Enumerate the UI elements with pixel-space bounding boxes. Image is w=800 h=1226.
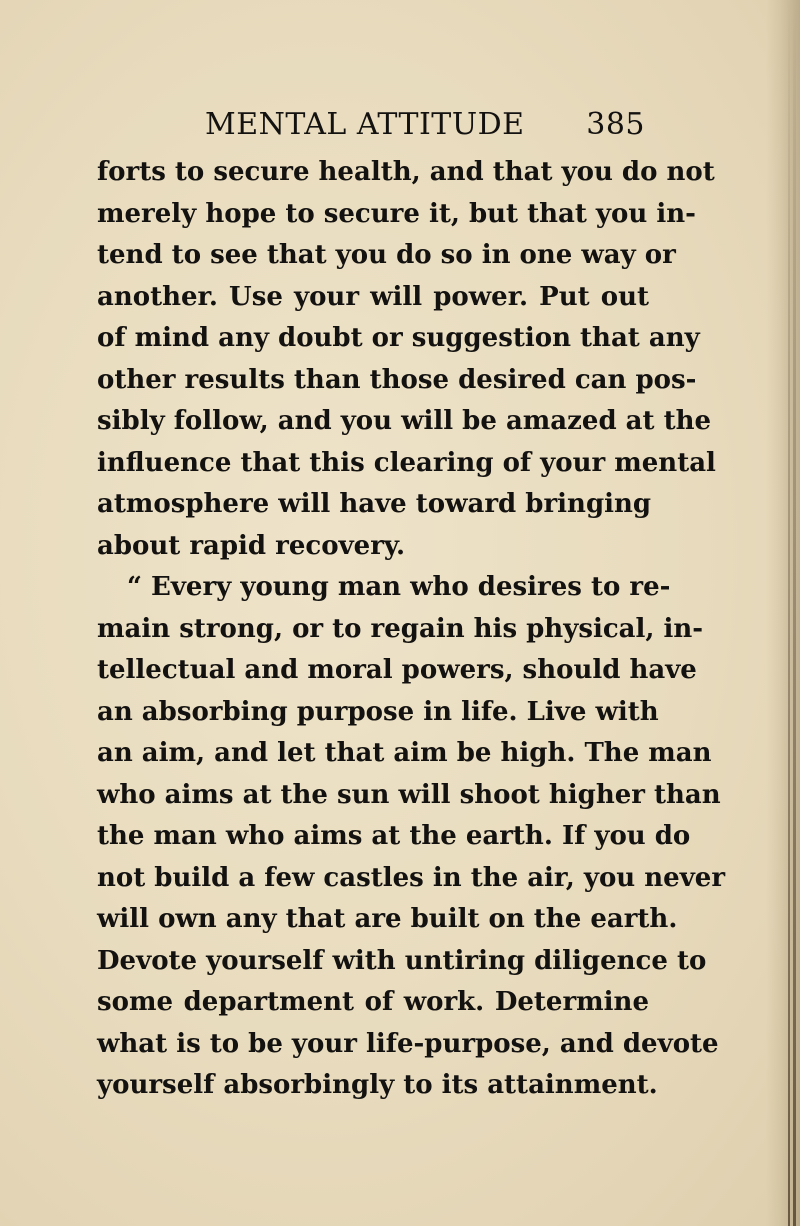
- text-line: merely hope to secure it, but that you in-: [97, 198, 696, 229]
- page-header: [205, 103, 645, 147]
- text-line: of mind any doubt or suggestion that any: [97, 323, 700, 353]
- text-line: who aims at the sun will shoot higher than: [97, 779, 721, 810]
- text-line: an absorbing purpose in life. Live with: [97, 696, 659, 727]
- text-line: atmosphere will have toward bringing: [97, 489, 652, 519]
- text-line: tellectual and moral powers, should have: [97, 655, 697, 685]
- text-line: “ Every young man who desires to re-: [127, 572, 671, 602]
- text-line: an aim, and let that aim be high. The man: [97, 738, 712, 768]
- text-line: sibly follow, and you will be amazed at the: [97, 406, 712, 436]
- text-line: not build a few castles in the air, you never: [97, 862, 726, 893]
- text-line: Devote yourself with untiring diligence to: [97, 945, 707, 976]
- text-line: what is to be your life-purpose, and devote: [97, 1028, 719, 1059]
- text-line: will own any that are built on the earth.: [97, 904, 678, 934]
- text-line: yourself absorbingly to its attainment.: [97, 1070, 658, 1100]
- text-line: another. Use your will power. Put out: [97, 281, 649, 312]
- text-line: main strong, or to regain his physical, in-: [97, 613, 704, 644]
- text-line: tend to see that you do so in one way or: [97, 240, 676, 270]
- page-number: 385: [586, 107, 645, 142]
- text-line: forts to secure health, and that you do not: [97, 157, 715, 187]
- running-head: MENTAL ATTITUDE: [205, 107, 525, 142]
- text-line: some department of work. Determine: [97, 987, 649, 1017]
- text-line: other results than those desired can pos-: [97, 364, 697, 395]
- page-edge-line: [788, 0, 790, 1226]
- text-line: about rapid recovery.: [97, 530, 406, 561]
- text-line: influence that this clearing of your mental: [97, 447, 716, 478]
- page-edge-line-outer: [793, 0, 796, 1226]
- body-text: [97, 152, 726, 1107]
- text-line: the man who aims at the earth. If you do: [97, 821, 691, 851]
